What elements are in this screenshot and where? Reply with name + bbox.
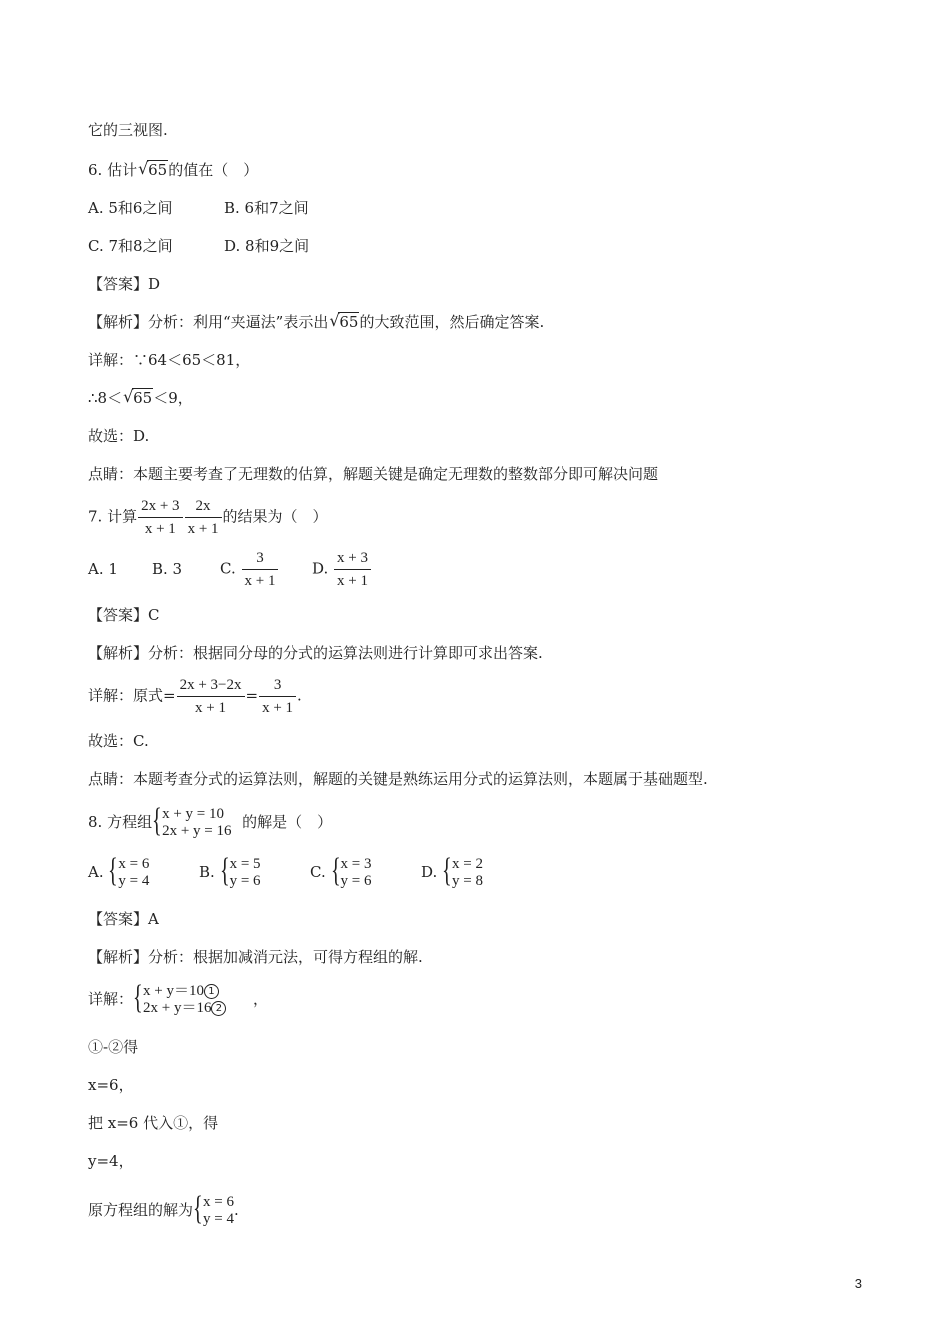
q7-option-b: B. 3 — [152, 559, 183, 578]
q8-detail-pre: 详解： — [88, 990, 134, 1008]
equation-2: y = 6 — [229, 873, 261, 889]
q8-step-1: ①-②得 — [88, 1038, 139, 1056]
equation-1: x + y = 10 — [162, 806, 225, 822]
equation-1: x = 6 — [118, 856, 150, 872]
q6-therefore-pre: ∴8＜ — [88, 389, 123, 407]
q6-choose: 故选：D. — [88, 427, 150, 445]
q6-option-d: D. 8和9之间 — [224, 237, 310, 255]
q7-stem — [88, 497, 328, 538]
brace: { — [193, 1190, 203, 1227]
radicand: 65 — [133, 389, 153, 407]
q6-analysis — [88, 312, 544, 332]
equation-2 — [143, 1000, 241, 1017]
q6-stem-pre: 6. 估计 — [88, 161, 138, 179]
q8-stem-post: 的解是（ ） — [242, 813, 333, 831]
q8-step-4: y=4， — [88, 1152, 134, 1170]
q8-option-b-system — [219, 852, 261, 890]
q8-detail — [88, 979, 269, 1017]
intro-line: 它的三视图. — [88, 121, 168, 139]
q7-analysis: 【解析】分析：根据同分母的分式的运算法则进行计算即可求出答案. — [88, 644, 543, 662]
brace: { — [108, 852, 119, 889]
equation-1: x = 3 — [340, 856, 372, 872]
q8-stem — [88, 802, 333, 840]
denominator: x + 1 — [187, 521, 219, 537]
q6-option-c: C. 7和8之间 — [88, 237, 173, 255]
equation-1: x = 6 — [203, 1194, 234, 1210]
q8-option-a — [88, 852, 199, 890]
equation-2: y = 4 — [203, 1211, 234, 1227]
equation-1 — [143, 983, 241, 1000]
q7-choose: 故选：C. — [88, 732, 149, 750]
denominator: x + 1 — [195, 700, 227, 716]
equation-2: y = 4 — [118, 873, 150, 889]
circled-number-2: 2 — [211, 1001, 226, 1016]
equation-1-text: x + y＝10 — [143, 983, 204, 999]
q6-analysis-pre: 【解析】分析：利用“夹逼法”表示出 — [88, 313, 329, 331]
q8-answer: 【答案】A — [88, 910, 159, 928]
fraction-2 — [185, 497, 222, 538]
equation-2: 2x + y = 16 — [162, 823, 232, 839]
q8-option-c — [310, 852, 421, 890]
q6-stem — [88, 160, 258, 180]
q6-option-b: B. 6和7之间 — [224, 199, 309, 217]
equation-2: y = 6 — [340, 873, 372, 889]
denominator: x + 1 — [337, 573, 369, 589]
numerator: 3 — [242, 549, 279, 570]
q6-analysis-post: 的大致范围，然后确定答案. — [359, 313, 545, 331]
q7-option-d — [312, 549, 372, 590]
q7-options — [88, 549, 372, 590]
numerator: x + 3 — [334, 549, 371, 570]
sqrt-65 — [138, 160, 168, 180]
sqrt-symbol: √ — [138, 159, 149, 178]
q8-result — [88, 1190, 239, 1228]
equation-1: x = 5 — [229, 856, 261, 872]
result-system — [193, 1190, 234, 1228]
q8-step-2: x=6， — [88, 1076, 134, 1094]
radicand: 65 — [339, 313, 359, 331]
expression-fraction — [177, 676, 245, 717]
equation-system — [152, 802, 242, 840]
brace: { — [133, 979, 143, 1016]
q8-detail-post: ， — [253, 990, 269, 1008]
q8-result-post: . — [233, 1201, 239, 1219]
sqrt-65 — [329, 312, 359, 332]
equals-sign: = — [245, 686, 259, 705]
q8-option-b-label: B. — [199, 863, 215, 881]
q7-comment: 点睛：本题考查分式的运算法则，解题的关键是熟练运用分式的运算法则，本题属于基础题型. — [88, 770, 708, 788]
q7-option-c — [220, 549, 312, 590]
q6-options-cd — [88, 236, 309, 256]
q7-stem-pre: 7. 计算 — [88, 507, 138, 526]
sqrt-symbol: √ — [123, 387, 134, 406]
q6-therefore — [88, 388, 193, 408]
circled-number-1: 1 — [204, 984, 219, 999]
radicand: 65 — [148, 161, 168, 179]
detail-system — [133, 979, 241, 1017]
q7-option-d-label: D. — [312, 559, 329, 578]
q8-result-pre: 原方程组的解为 — [88, 1201, 194, 1219]
q8-stem-pre: 8. 方程组 — [88, 813, 153, 831]
equation-2-text: 2x + y＝16 — [143, 1000, 212, 1016]
q7-stem-post: 的结果为（ ） — [222, 507, 328, 526]
sqrt-65 — [123, 388, 153, 408]
q7-detail-pre: 详解：原式= — [88, 686, 176, 705]
q8-option-d-system — [442, 852, 484, 890]
q8-option-a-label: A. — [88, 863, 104, 881]
q7-option-c-label: C. — [220, 559, 236, 578]
equation-1: x = 2 — [452, 856, 484, 872]
q6-therefore-post: ＜9， — [153, 389, 193, 407]
q7-option-a: A. 1 — [88, 559, 118, 578]
q6-option-a: A. 5和6之间 — [88, 199, 173, 217]
q8-option-c-system — [330, 852, 372, 890]
numerator: 2x — [185, 497, 222, 518]
brace: { — [330, 852, 341, 889]
denominator: x + 1 — [244, 573, 276, 589]
numerator: 3 — [259, 676, 296, 697]
denominator: x + 1 — [144, 521, 176, 537]
q6-answer: 【答案】D — [88, 275, 161, 293]
q8-analysis: 【解析】分析：根据加减消元法，可得方程组的解. — [88, 948, 423, 966]
q8-option-b — [199, 852, 310, 890]
fraction-1 — [138, 497, 182, 538]
q6-comment: 点睛：本题主要考查了无理数的估算，解题关键是确定无理数的整数部分即可解决问题 — [88, 465, 659, 483]
q7-detail — [88, 676, 302, 717]
page-number: 3 — [854, 1276, 862, 1291]
brace: { — [442, 852, 452, 889]
brace: { — [219, 852, 230, 889]
sqrt-symbol: √ — [329, 311, 340, 330]
q7-option-c-fraction — [242, 549, 279, 590]
q6-stem-post: 的值在（ ） — [168, 161, 259, 179]
q8-options — [88, 852, 484, 890]
equation-2: y = 8 — [452, 873, 484, 889]
q8-step-3: 把 x=6 代入①，得 — [88, 1114, 219, 1132]
denominator: x + 1 — [262, 700, 294, 716]
numerator: 2x + 3−2x — [177, 676, 245, 697]
q8-option-d — [421, 852, 484, 890]
brace: { — [152, 802, 162, 839]
q8-option-a-system — [108, 852, 150, 890]
q8-option-c-label: C. — [310, 863, 326, 881]
q6-options-ab — [88, 198, 309, 218]
period: . — [297, 686, 302, 705]
q7-answer: 【答案】C — [88, 606, 160, 624]
q7-option-d-fraction — [334, 549, 371, 590]
q6-detail: 详解：∵64＜65＜81， — [88, 351, 251, 369]
q8-option-d-label: D. — [421, 863, 438, 881]
numerator: 2x + 3 — [138, 497, 182, 518]
result-fraction — [259, 676, 296, 717]
